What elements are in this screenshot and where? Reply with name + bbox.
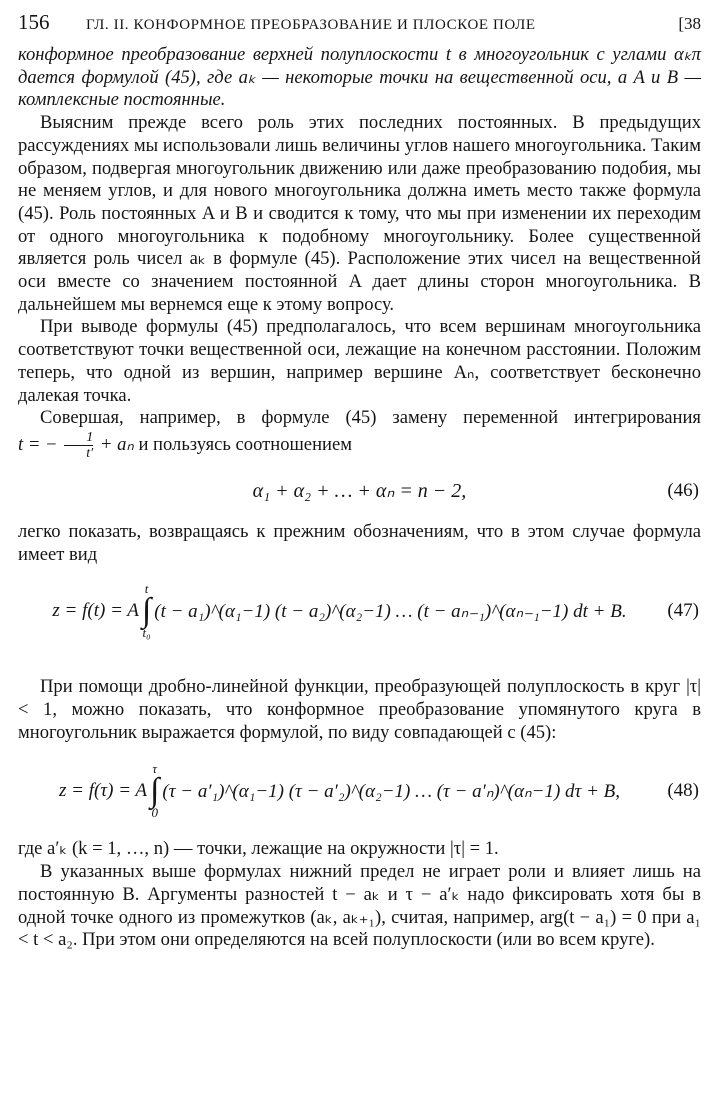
running-header: [18, 10, 701, 44]
substitution-fraction: $\frac{1}{t'}$: [64, 430, 93, 461]
equation-46-body: α₁ + α₂ + … + αₙ = n − 2,: [252, 480, 467, 503]
substitution-text-end: и пользуясь соотношением: [138, 433, 352, 455]
integral-sign-47: t ∫ t₀: [141, 581, 152, 641]
equation-47-lhs: z = f(t) = A: [52, 600, 139, 622]
equation-48-integrand: (τ − a′₁)^(α₁−1) (τ − a′₂)^(α₂−1) … (τ − a′ₙ)^(αₙ−1) dτ + B,: [162, 780, 620, 802]
section-number: [38: [678, 14, 701, 33]
running-title: ГЛ. II. КОНФОРМНОЕ ПРЕОБРАЗОВАНИЕ И ПЛОСКОЕ ПОЛЕ: [86, 17, 536, 33]
paragraph-result: легко показать, возвращаясь к прежним обозначениям, что в этом случае формула имеет вид: [18, 520, 701, 565]
paragraph-disk: При помощи дробно-линейной функции, преобразующей полуплоскость в круг |τ| < 1, можно показать, что конформное преобразование упомянутого круга в многоугольник выражается формулой, по виду совпадающей с (45):: [18, 676, 701, 743]
paragraph-substitution: [18, 407, 701, 461]
equation-48-number: (48): [667, 780, 699, 802]
equation-46-number: (46): [667, 479, 699, 501]
equation-47: [18, 566, 701, 656]
page-number: 156: [18, 10, 50, 34]
equation-48-lhs: z = f(τ) = A: [59, 780, 148, 802]
paragraph-circle-points: где a′ₖ (k = 1, …, n) — точки, лежащие на окружности |τ| = 1.: [18, 838, 499, 860]
equation-48: [18, 744, 701, 838]
paragraph-theorem: конформное преобразование верхней полуплоскости t в многоугольник с углами αₖπ дается формулой (45), где aₖ — некоторые точки на вещественной оси, а A и B — комплексные постоянные.: [18, 44, 701, 111]
paragraph-constants: Выясним прежде всего роль этих последних постоянных. В предыдущих рассуждениях мы использовали лишь величины углов нашего многоугольника. Таким образом, подвергая многоугольник движению или даже преобразованию подобия, мы не меняем углов, и для нового многоугольника должна иметь место также формула (45). Роль постоянных A и B и сводится к тому, что мы при изменении их переходим от одного многоугольника к подобному многоугольнику. Более существенной является роль чисел aₖ в формуле (45). Расположение этих чисел на вещественной оси вместе со значением постоянной A дает длины сторон многоугольника. В дальнейшем мы вернемся еще к этому вопросу.: [18, 112, 701, 315]
integral-sign-48: τ ∫ 0: [150, 761, 160, 821]
equation-47-number: (47): [667, 600, 699, 622]
equation-47-integrand: (t − a₁)^(α₁−1) (t − a₂)^(α₂−1) … (t − aₙ₋₁)^(αₙ₋₁−1) dt + B.: [154, 600, 627, 622]
equation-46: [18, 467, 701, 515]
paragraph-arguments: В указанных выше формулах нижний предел не играет роли и влияет лишь на постоянную B. Аргументы разностей t − aₖ и τ − a′ₖ надо фиксировать хотя бы в одной точке одного из промежутков (aₖ, aₖ₊₁), считая, например, arg(t − a₁) = 0 при a₁ < t < a₂. При этом они определяются на всей полуплоскости (или во всем круге).: [18, 861, 701, 951]
substitution-formula: t = − $\frac{1}{t'}$ + aₙ: [18, 429, 134, 461]
paragraph-infinite-vertex: При выводе формулы (45) предполагалось, что всем вершинам многоугольника соответствуют точки вещественной оси, лежащие на конечном расстоянии. Положим теперь, что одной из вершин, например вершине Aₙ, соответствует бесконечно далекая точка.: [18, 316, 701, 406]
substitution-text-start: Совершая, например, в формуле (45) замену переменной интегрирования: [40, 407, 701, 429]
